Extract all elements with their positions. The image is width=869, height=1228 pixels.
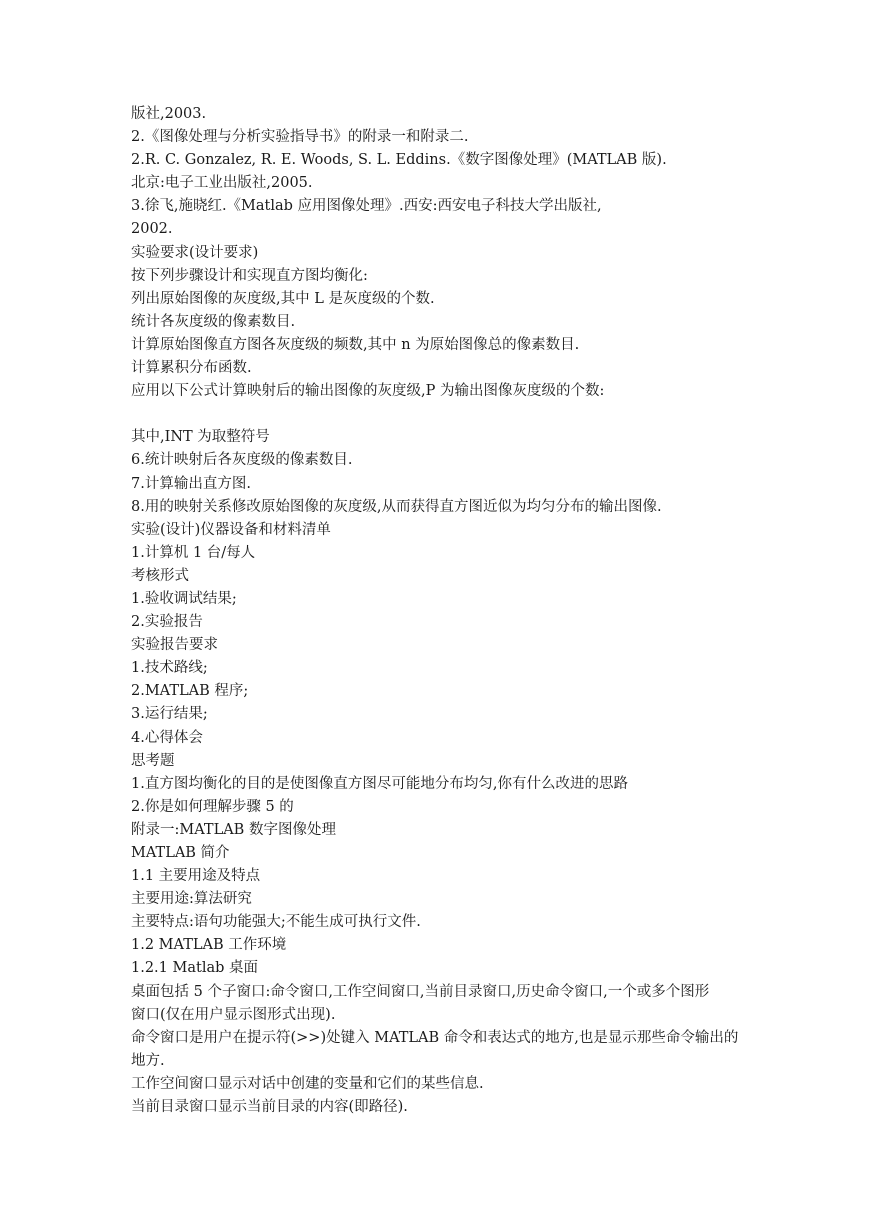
text-line: 工作空间窗口显示对话中创建的变量和它们的某些信息.	[131, 1075, 484, 1092]
blank-line	[131, 403, 751, 426]
text-line: 3.徐飞,施晓红.《Matlab 应用图像处理》.西安:西安电子科技大学出版社,	[131, 198, 602, 215]
section-heading: 考核形式	[131, 567, 189, 584]
text-line: 3.运行结果;	[131, 706, 208, 723]
text-line: 当前目录窗口显示当前目录的内容(即路径).	[131, 1099, 408, 1116]
section-heading: 实验要求(设计要求)	[131, 244, 259, 261]
text-line: 其中,INT 为取整符号	[131, 429, 270, 446]
text-line: 版社,2003.	[131, 106, 207, 122]
text-line: 统计各灰度级的像素数目.	[131, 313, 296, 330]
text-line: 1.验收调试结果;	[131, 590, 237, 607]
text-line: 2.MATLAB 程序;	[131, 683, 249, 700]
text-line: 窗口(仅在用户显示图形式出现).	[131, 1006, 336, 1023]
text-line: 1.计算机 1 台/每人	[131, 544, 256, 561]
text-line: 2.实验报告	[131, 614, 203, 631]
section-heading: 实验(设计)仪器设备和材料清单	[131, 521, 331, 538]
text-line: 应用以下公式计算映射后的输出图像的灰度级,P 为输出图像灰度级的个数:	[131, 383, 605, 400]
text-line: 2.R. C. Gonzalez, R. E. Woods, S. L. Eddins.《数字图像处理》(MATLAB 版).	[131, 152, 667, 169]
text-line: 6.统计映射后各灰度级的像素数目.	[131, 452, 353, 469]
section-heading: 附录一:MATLAB 数字图像处理	[131, 821, 336, 838]
text-line: 命令窗口是用户在提示符(>>)处键入 MATLAB 命令和表达式的地方,也是显示那些命令输出的	[131, 1029, 739, 1046]
text-line: 2002.	[131, 221, 173, 238]
text-line: 地方.	[131, 1052, 165, 1069]
document-body	[131, 103, 751, 1119]
text-line: 按下列步骤设计和实现直方图均衡化:	[131, 267, 368, 284]
text-line: 列出原始图像的灰度级,其中 L 是灰度级的个数.	[131, 290, 435, 307]
section-heading: MATLAB 简介	[131, 845, 230, 861]
text-line: 7.计算输出直方图.	[131, 475, 251, 492]
text-line: 2.《图像处理与分析实验指导书》的附录一和附录二.	[131, 129, 469, 146]
text-line: 1.直方图均衡化的目的是使图像直方图尽可能地分布均匀,你有什么改进的思路	[131, 775, 628, 792]
text-line: 8.用的映射关系修改原始图像的灰度级,从而获得直方图近似为均匀分布的输出图像.	[131, 498, 662, 515]
text-line: 1.技术路线;	[131, 660, 208, 677]
text-line: 计算累积分布函数.	[131, 360, 252, 377]
section-heading: 1.2.1 Matlab 桌面	[131, 960, 258, 977]
section-heading: 实验报告要求	[131, 637, 218, 654]
text-line: 2.你是如何理解步骤 5 的	[131, 798, 294, 815]
text-line: 计算原始图像直方图各灰度级的频数,其中 n 为原始图像总的像素数目.	[131, 336, 580, 353]
text-line: 主要特点:语句功能强大;不能生成可执行文件.	[131, 914, 421, 931]
text-line: 4.心得体会	[131, 729, 203, 746]
section-heading: 思考题	[131, 752, 175, 769]
section-heading: 1.2 MATLAB 工作环境	[131, 937, 287, 954]
text-line: 桌面包括 5 个子窗口:命令窗口,工作空间窗口,当前目录窗口,历史命令窗口,一个或多个图形	[131, 983, 710, 1000]
text-line: 北京:电子工业出版社,2005.	[131, 175, 313, 192]
text-line: 主要用途:算法研究	[131, 891, 252, 908]
section-heading: 1.1 主要用途及特点	[131, 868, 261, 885]
